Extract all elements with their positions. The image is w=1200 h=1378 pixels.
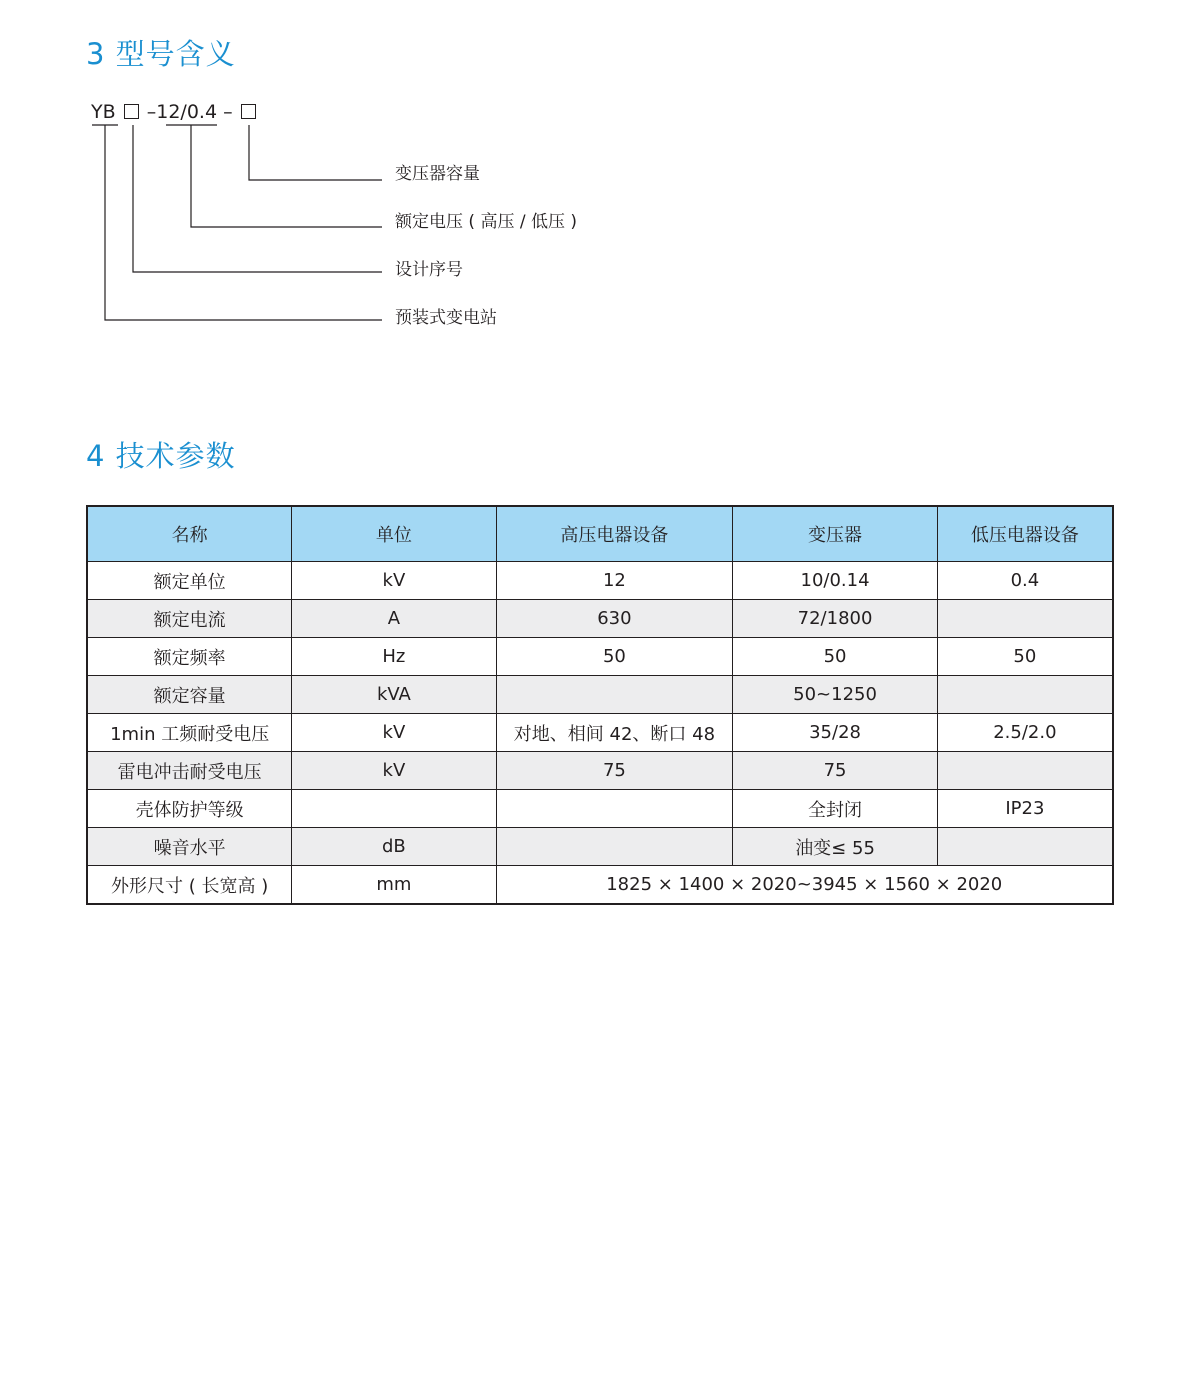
table-cell: dB [292, 828, 496, 866]
legend-label-voltage: 额定电压 ( 高压 / 低压 ) [395, 212, 578, 232]
model-code-mid: –12/0.4 – [146, 100, 233, 123]
table-cell: 50~1250 [733, 676, 937, 714]
table-cell [496, 828, 733, 866]
table-cell [496, 790, 733, 828]
header-hv-equipment: 高压电器设备 [496, 506, 733, 562]
table-row [87, 676, 1113, 714]
table-cell: 额定容量 [87, 676, 292, 714]
table-header-row [87, 506, 1113, 562]
table-cell: 1min 工频耐受电压 [87, 714, 292, 752]
table-cell: 0.4 [937, 562, 1113, 600]
table-cell: 雷电冲击耐受电压 [87, 752, 292, 790]
table-cell: 72/1800 [733, 600, 937, 638]
table-cell: 全封闭 [733, 790, 937, 828]
table-cell: 35/28 [733, 714, 937, 752]
table-cell: 50 [733, 638, 937, 676]
table-cell: 12 [496, 562, 733, 600]
leader-line-voltage [191, 125, 382, 227]
table-row [87, 562, 1113, 600]
model-placeholder-box-design [124, 104, 139, 119]
leader-line-station [105, 125, 382, 320]
table-cell: 2.5/2.0 [937, 714, 1113, 752]
table-row [87, 828, 1113, 866]
legend-label-station: 预装式变电站 [395, 308, 497, 328]
table-cell [496, 676, 733, 714]
table-cell: A [292, 600, 496, 638]
table-cell-dimensions: 1825 × 1400 × 2020~3945 × 1560 × 2020 [496, 866, 1113, 905]
table-cell: 50 [937, 638, 1113, 676]
table-cell [937, 676, 1113, 714]
header-name: 名称 [87, 506, 292, 562]
table-cell: kV [292, 714, 496, 752]
table-cell: IP23 [937, 790, 1113, 828]
table-cell: 额定电流 [87, 600, 292, 638]
table-cell [937, 828, 1113, 866]
table-cell: 油变≤ 55 [733, 828, 937, 866]
table-cell: 75 [733, 752, 937, 790]
leader-line-capacity [249, 125, 382, 180]
header-lv-equipment: 低压电器设备 [937, 506, 1113, 562]
table-cell: Hz [292, 638, 496, 676]
table-row [87, 752, 1113, 790]
header-unit: 单位 [292, 506, 496, 562]
table-row [87, 714, 1113, 752]
table-row [87, 600, 1113, 638]
table-cell: 额定频率 [87, 638, 292, 676]
header-transformer: 变压器 [733, 506, 937, 562]
table-cell: 75 [496, 752, 733, 790]
table-cell: 10/0.14 [733, 562, 937, 600]
model-code-prefix: YB [91, 100, 116, 123]
table-row [87, 638, 1113, 676]
table-cell: 额定单位 [87, 562, 292, 600]
table-cell: 噪音水平 [87, 828, 292, 866]
table-cell: 对地、相间 42、断口 48 [496, 714, 733, 752]
table-cell: mm [292, 866, 496, 905]
section-title-model: 3 型号含义 [86, 37, 236, 71]
table-cell: 630 [496, 600, 733, 638]
leader-line-design [133, 125, 382, 272]
table-cell: kV [292, 752, 496, 790]
table-cell: kVA [292, 676, 496, 714]
table-cell [937, 752, 1113, 790]
table-cell [292, 790, 496, 828]
legend-label-capacity: 变压器容量 [395, 164, 480, 184]
table-cell: 壳体防护等级 [87, 790, 292, 828]
table-cell: kV [292, 562, 496, 600]
section-title-params: 4 技术参数 [86, 439, 236, 473]
params-table [86, 505, 1114, 905]
table-cell: 50 [496, 638, 733, 676]
model-placeholder-box-capacity [241, 104, 256, 119]
table-row [87, 790, 1113, 828]
table-row [87, 866, 1113, 905]
table-cell: 外形尺寸 ( 长宽高 ) [87, 866, 292, 905]
table-cell [937, 600, 1113, 638]
legend-label-design: 设计序号 [395, 260, 463, 280]
model-code [91, 99, 258, 124]
